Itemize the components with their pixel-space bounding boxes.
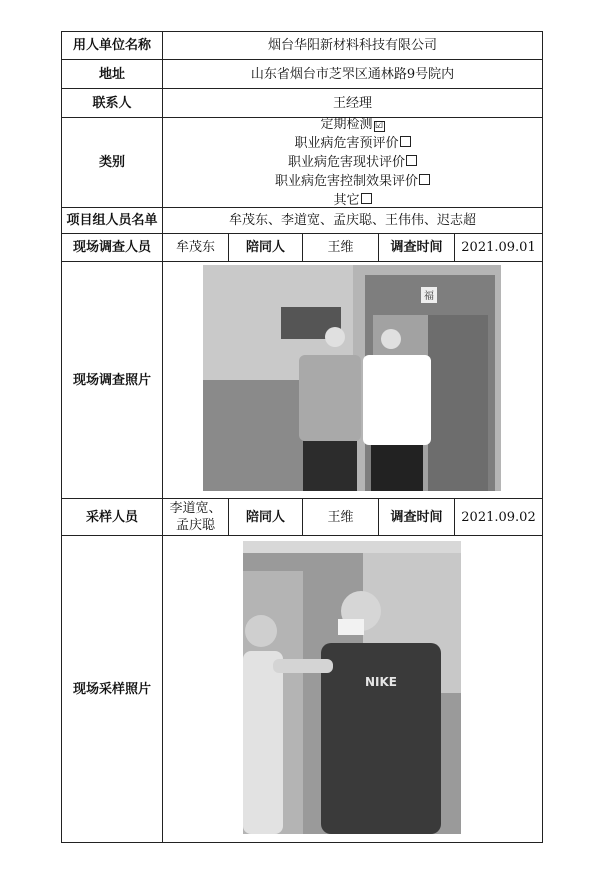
category-label: 类别 xyxy=(62,118,163,207)
survey-time-label: 调查时间 xyxy=(379,234,455,261)
survey-photo-label: 现场调查照片 xyxy=(62,262,163,498)
sampling-staff: 李道宽、孟庆聪 xyxy=(163,499,229,535)
sampling-photo-cell xyxy=(163,536,542,842)
contact-value: 王经理 xyxy=(332,95,372,111)
employer-value: 烟台华阳新材料科技有限公司 xyxy=(267,38,437,53)
sampling-time-label: 调查时间 xyxy=(379,499,455,535)
record-table xyxy=(61,31,543,843)
checkbox-icon xyxy=(361,193,372,204)
employer-label: 用人单位名称 xyxy=(62,32,163,59)
row-survey xyxy=(62,234,542,262)
checkbox-icon xyxy=(400,136,411,147)
category-option: 职业病危害现状评价 xyxy=(288,153,417,172)
row-contact xyxy=(62,89,542,118)
fu-sign-text: 福 xyxy=(424,291,434,302)
row-employer xyxy=(62,32,542,60)
survey-staff: 牟茂东 xyxy=(163,234,229,261)
checkbox-icon xyxy=(406,155,417,166)
checkbox-icon xyxy=(419,174,430,185)
sampling-time: 2021.09.02 xyxy=(461,509,536,525)
team-label: 项目组人员名单 xyxy=(62,208,163,233)
survey-label: 现场调查人员 xyxy=(62,234,163,261)
survey-time: 2021.09.01 xyxy=(461,240,536,255)
row-survey-photo xyxy=(62,262,542,499)
category-option: 职业病危害控制效果评价 xyxy=(275,172,430,191)
sampling-photo xyxy=(243,541,461,834)
survey-photo-cell xyxy=(163,262,542,498)
sampling-label: 采样人员 xyxy=(62,499,163,535)
row-address xyxy=(62,60,542,89)
category-option: 其它 xyxy=(333,191,371,210)
row-team xyxy=(62,208,542,234)
sampling-companion: 王维 xyxy=(303,499,379,535)
row-sampling xyxy=(62,499,542,536)
category-option: 定期检测 ☑ xyxy=(320,117,384,132)
row-category xyxy=(62,118,542,208)
address-label: 地址 xyxy=(62,60,163,88)
shirt-logo-text: NIKE xyxy=(364,675,398,689)
category-options xyxy=(163,118,542,207)
checked-box-icon: ☑ xyxy=(374,121,384,131)
sampling-photo-label: 现场采样照片 xyxy=(62,536,163,842)
survey-photo xyxy=(203,265,501,491)
row-sampling-photo xyxy=(62,536,542,842)
contact-label: 联系人 xyxy=(62,89,163,117)
category-option: 职业病危害预评价 xyxy=(294,134,410,153)
address-value: 山东省烟台市芝罘区通林路9号院内 xyxy=(250,66,455,82)
survey-companion: 王维 xyxy=(303,234,379,261)
survey-companion-label: 陪同人 xyxy=(229,234,303,261)
team-value: 牟茂东、李道宽、孟庆聪、王伟伟、迟志超 xyxy=(228,213,476,228)
sampling-companion-label: 陪同人 xyxy=(229,499,303,535)
